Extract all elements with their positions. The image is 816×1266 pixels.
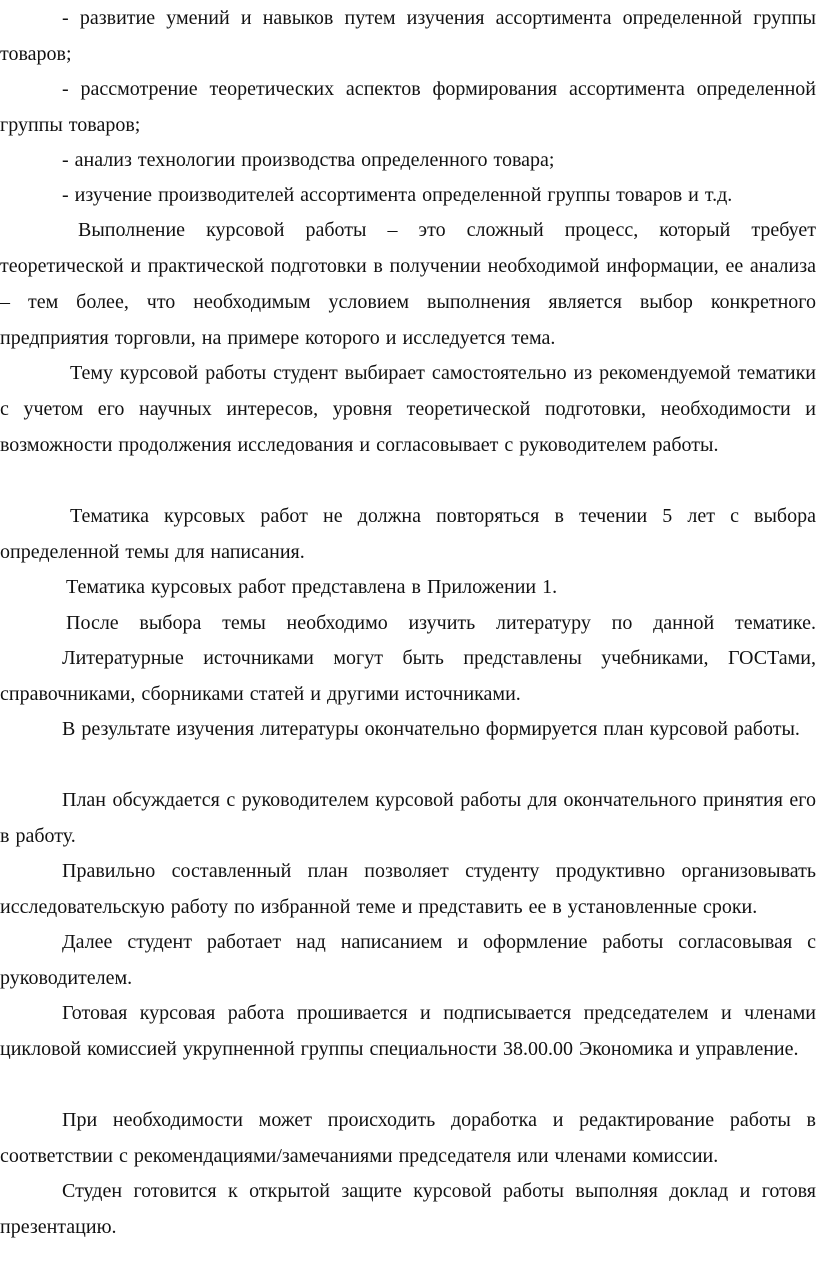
- paragraph-coursework-process: Выполнение курсовой работы – это сложный процесс, который требует теоретической и практической подготовки в получении необходимой информации, ее анализа – тем более, что необходимым условием выполнения является выбор конкретного предприятия торговли, на примере которого и исследуется тема.: [0, 219, 816, 349]
- list-item-skills: - развитие умений и навыков путем изучения ассортимента определенной группы товаров;: [0, 7, 816, 65]
- list-item-producers: - изучение производителей ассортимента определенной группы товаров и т.д.: [62, 184, 733, 206]
- paragraph-literature-sources: Литературные источниками могут быть представлены учебниками, ГОСТами, справочниками, сборниками статей и другими источниками.: [0, 647, 816, 705]
- paragraph-binding-signing: Готовая курсовая работа прошивается и подписывается председателем и членами цикловой комиссией укрупненной группы специальности 38.00.00 Экономика и управление.: [0, 1002, 816, 1060]
- paragraph-topics-appendix: Тематика курсовых работ представлена в Приложении 1.: [66, 576, 558, 598]
- paragraph-writing: Далее студент работает над написанием и оформление работы согласовывая с руководителем.: [0, 931, 816, 989]
- list-item-technology: - анализ технологии производства определенного товара;: [62, 149, 555, 171]
- list-item-theory: - рассмотрение теоретических аспектов формирования ассортимента определенной группы товаров;: [0, 78, 816, 136]
- paragraph-defense: Студен готовится к открытой защите курсовой работы выполняя доклад и готовя презентацию.: [0, 1180, 816, 1238]
- paragraph-topic-repetition: Тематика курсовых работ не должна повторяться в течении 5 лет с выбора определенной темы для написания.: [0, 505, 816, 563]
- paragraph-literature-study: После выбора темы необходимо изучить литературу по данной тематике.: [66, 612, 816, 634]
- paragraph-plan-benefits: Правильно составленный план позволяет студенту продуктивно организовывать исследовательскую работу по избранной теме и представить ее в установленные сроки.: [0, 860, 816, 918]
- paragraph-plan-formation: В результате изучения литературы окончательно формируется план курсовой работы.: [62, 718, 800, 740]
- paragraph-topic-selection: Тему курсовой работы студент выбирает самостоятельно из рекомендуемой тематики с учетом его научных интересов, уровня теоретической подготовки, необходимости и возможности продолжения исследования и согласовывает с руководителем работы.: [0, 362, 816, 456]
- paragraph-revision: При необходимости может происходить доработка и редактирование работы в соответствии с рекомендациями/замечаниями председателя или членами комиссии.: [0, 1109, 816, 1167]
- paragraph-plan-discussion: План обсуждается с руководителем курсовой работы для окончательного принятия его в работу.: [0, 789, 816, 847]
